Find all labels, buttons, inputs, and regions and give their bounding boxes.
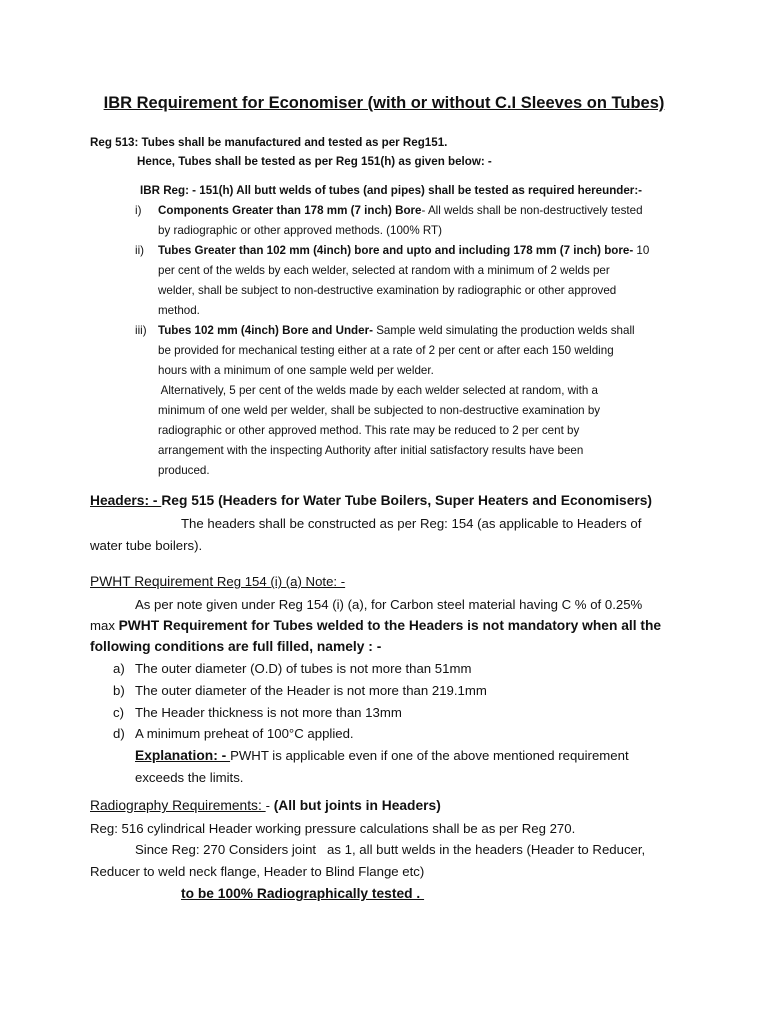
pwht-heading <box>90 571 345 593</box>
item-line: be provided for mechanical testing either at a rate of 2 per cent or after each 150 welding <box>158 344 614 357</box>
radiography-title: (All but joints in Headers) <box>273 798 441 813</box>
condition-number: c) <box>113 705 124 720</box>
item-line: arrangement with the inspecting Authority after initial satisfactory results have been <box>158 444 584 457</box>
explanation-label: Explanation: - <box>135 748 231 763</box>
item-number: iii) <box>135 324 147 337</box>
condition-number: b) <box>113 683 125 698</box>
pwht-ref: Reg 154 (i) (a) Note: - <box>213 574 346 589</box>
item-line: welder, shall be subject to non-destructive examination by radiographic or other approved <box>158 284 617 297</box>
ibr151-heading: IBR Reg: - 151(h) All butt welds of tubes (and pipes) shall be tested as required hereunder:- <box>140 184 643 197</box>
item-line: radiographic or other approved method. This rate may be reduced to 2 per cent by <box>158 424 580 437</box>
pwht-line2 <box>90 615 661 637</box>
item-text: - All welds shall be non-destructively tested <box>421 204 643 217</box>
headers-line2: water tube boilers). <box>90 538 203 553</box>
reg513-line1: Reg 513: Tubes shall be manufactured and tested as per Reg151. <box>90 136 448 149</box>
ibr151-item-2 <box>158 241 649 261</box>
item-line: by radiographic or other approved methods. (100% RT) <box>158 224 442 237</box>
ibr151-item-3 <box>158 321 635 341</box>
headers-title: Reg 515 (Headers for Water Tube Boilers, Super Heaters and Economisers) <box>161 493 653 508</box>
item-text: 10 <box>633 244 650 257</box>
radiography-conclusion: to be 100% Radiographically tested . <box>181 886 425 901</box>
item-number: i) <box>135 204 142 217</box>
pwht-bold-statement: PWHT Requirement for Tubes welded to the Headers is not mandatory when all the <box>118 618 662 633</box>
headers-heading <box>90 490 652 512</box>
explanation-text: PWHT is applicable even if one of the above mentioned requirement <box>230 748 629 763</box>
condition-text: The Header thickness is not more than 13mm <box>135 705 402 720</box>
headers-line1: The headers shall be constructed as per Reg: 154 (as applicable to Headers of <box>181 516 642 531</box>
radiography-heading <box>90 795 441 817</box>
radiography-line1: Reg: 516 cylindrical Header working pressure calculations shall be as per Reg 270. <box>90 821 576 836</box>
item-number: ii) <box>135 244 145 257</box>
item-bold-lead: Components Greater than 178 mm (7 inch) Bore <box>158 204 422 217</box>
item-line: method. <box>158 304 200 317</box>
radiography-label: Radiography Requirements: <box>90 798 266 813</box>
condition-text: The outer diameter of the Header is not more than 219.1mm <box>135 683 487 698</box>
item-line: produced. <box>158 464 210 477</box>
headers-label: Headers: - <box>90 493 162 508</box>
radiography-line2: Since Reg: 270 Considers joint as 1, all butt welds in the headers (Header to Reducer, <box>135 842 646 857</box>
item-line: minimum of one weld per welder, shall be subjected to non-destructive examination by <box>158 404 601 417</box>
condition-number: d) <box>113 726 125 741</box>
item-text: Sample weld simulating the production welds shall <box>372 324 635 337</box>
item-bold-lead: Tubes 102 mm (4inch) Bore and Under- <box>158 324 373 337</box>
radiography-line3: Reducer to weld neck flange, Header to Blind Flange etc) <box>90 864 425 879</box>
document-title: IBR Requirement for Economiser (with or without C.I Sleeves on Tubes) <box>103 94 665 112</box>
explanation-line2: exceeds the limits. <box>135 770 244 785</box>
item-line: per cent of the welds by each welder, selected at random with a minimum of 2 welds per <box>158 264 610 277</box>
reg513-line2: Hence, Tubes shall be tested as per Reg 151(h) as given below: - <box>137 155 492 168</box>
pwht-line1: As per note given under Reg 154 (i) (a), for Carbon steel material having C % of 0.25% <box>135 597 643 612</box>
condition-text: The outer diameter (O.D) of tubes is not more than 51mm <box>135 661 472 676</box>
item-bold-lead: Tubes Greater than 102 mm (4inch) bore and upto and including 178 mm (7 inch) bore- <box>158 244 634 257</box>
radiography-dash: - <box>265 798 274 813</box>
item-line: Alternatively, 5 per cent of the welds made by each welder selected at random, with a <box>158 384 598 397</box>
item-line: hours with a minimum of one sample weld per welder. <box>158 364 434 377</box>
condition-text: A minimum preheat of 100°C applied. <box>135 726 354 741</box>
pwht-max: max <box>90 618 119 633</box>
ibr151-item-1 <box>158 201 643 221</box>
pwht-label: PWHT Requirement <box>90 574 214 589</box>
pwht-line3: following conditions are full filled, namely : - <box>90 639 382 654</box>
pwht-explanation <box>135 745 629 767</box>
condition-number: a) <box>113 661 125 676</box>
